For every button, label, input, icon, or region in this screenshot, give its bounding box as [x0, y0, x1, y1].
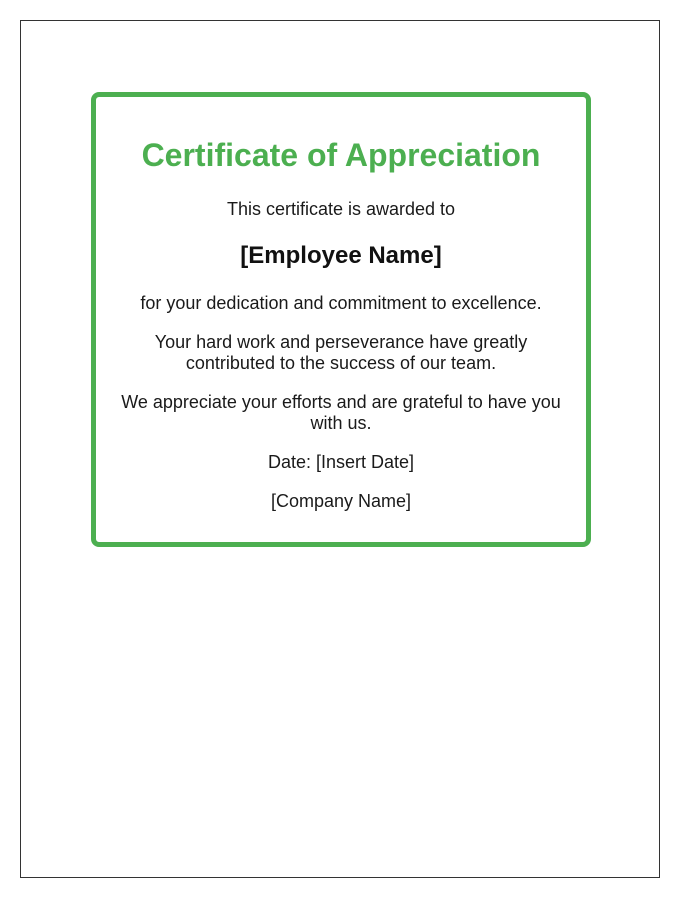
employee-name: [Employee Name] [240, 242, 442, 269]
certificate-frame [91, 92, 591, 547]
certificate-title: Certificate of Appreciation [141, 137, 541, 173]
date-text: Date: [Insert Date] [267, 452, 415, 472]
hard-work-text: Your hard work and perseverance have greatly contributed to the success of our team. [154, 332, 528, 373]
awarded-to-text: This certificate is awarded to [226, 199, 456, 219]
company-name: [Company Name] [270, 491, 412, 511]
dedication-text: for your dedication and commitment to excellence. [140, 293, 542, 313]
appreciation-text: We appreciate your efforts and are grateful to have you with us. [121, 392, 561, 433]
document-page [20, 20, 660, 878]
